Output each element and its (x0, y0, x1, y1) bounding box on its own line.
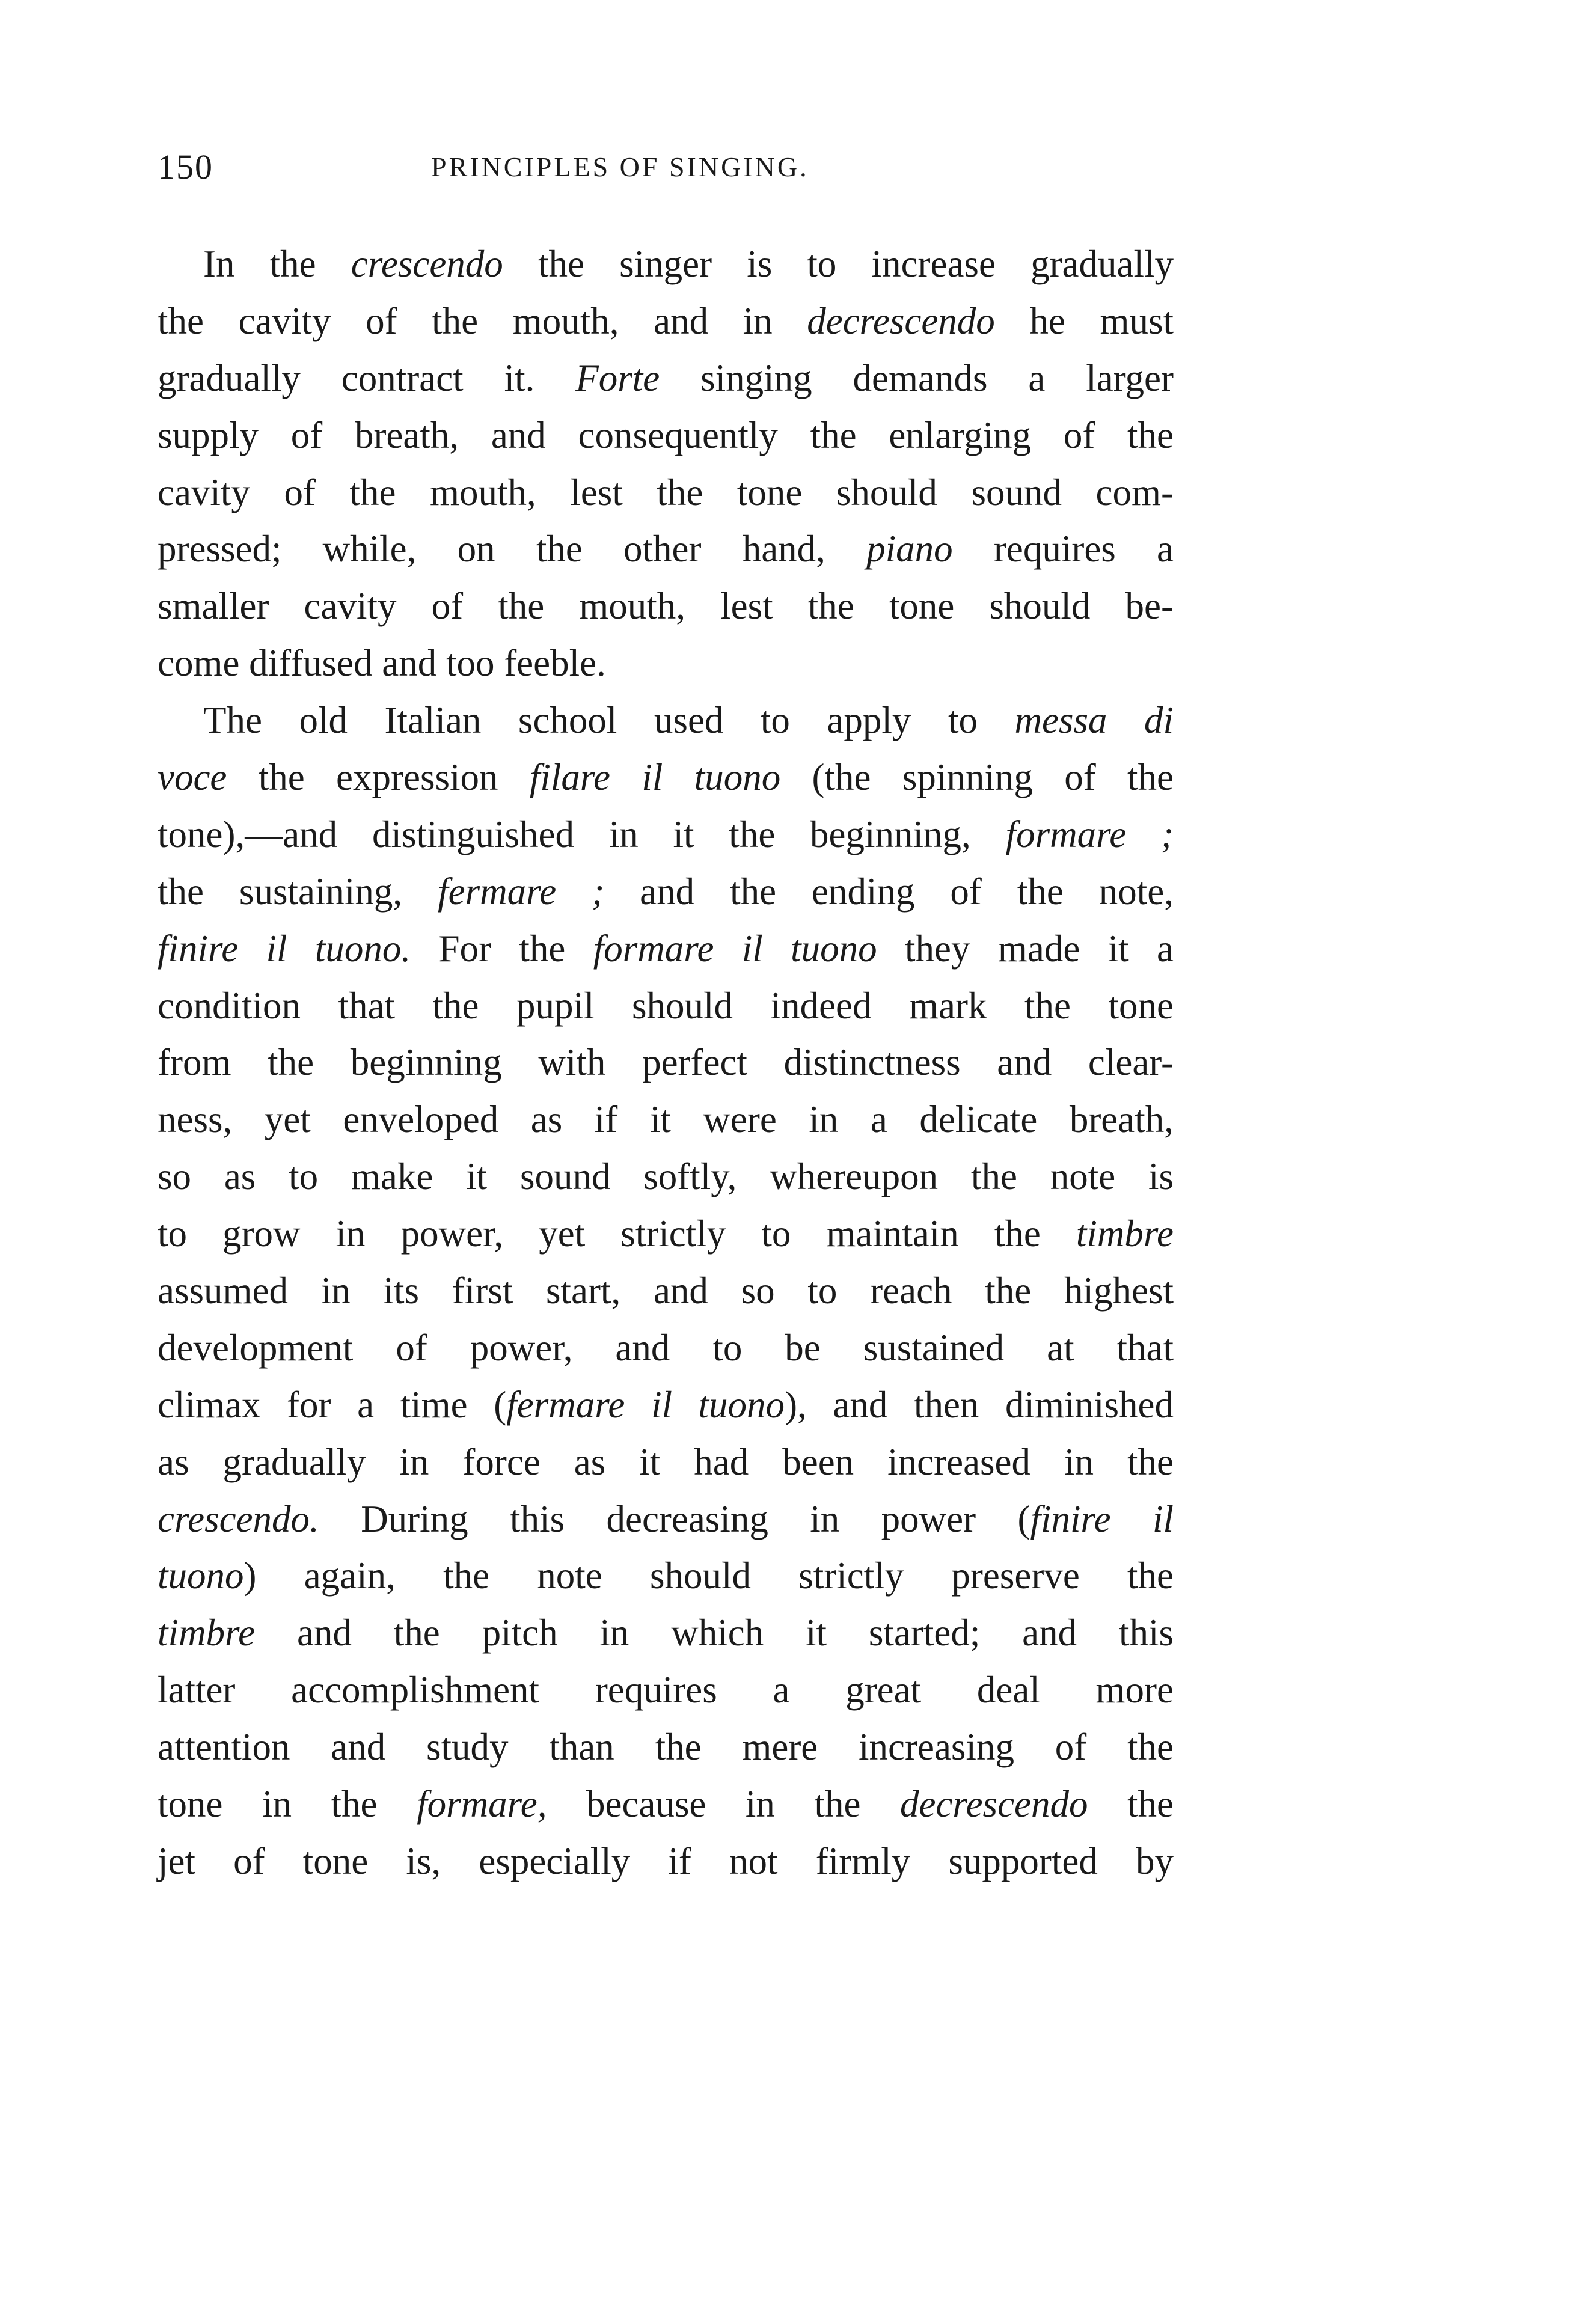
text-line (158, 1776, 1174, 1833)
text-run: The old Italian school used to apply to (203, 699, 1015, 742)
text-run: from the beginning with perfect distinctness and clear- (158, 1041, 1174, 1084)
body-text (158, 236, 1174, 1890)
text-line (158, 1662, 1174, 1719)
text-line (158, 293, 1174, 350)
text-line (158, 1205, 1174, 1262)
text-line (158, 1604, 1174, 1662)
text-line (158, 578, 1174, 635)
text-line (158, 521, 1174, 578)
text-run: and the pitch in which it started; and this (255, 1612, 1174, 1654)
text-line (158, 350, 1174, 407)
text-line (158, 635, 1174, 692)
text-run: tone in the (158, 1783, 417, 1826)
italic-term: fermare ; (438, 870, 605, 913)
italic-term: formare il tuono (593, 927, 877, 970)
text-run: condition that the pupil should indeed mark the tone (158, 984, 1174, 1027)
italic-term: tuono (158, 1555, 244, 1597)
text-line (158, 863, 1174, 920)
text-line (158, 806, 1174, 863)
italic-term: voce (158, 756, 227, 799)
text-line (158, 1377, 1174, 1434)
text-run: supply of breath, and consequently the enlarging of the (158, 414, 1174, 456)
text-run: latter accomplishment requires a great deal more (158, 1669, 1174, 1711)
page-header (158, 143, 1174, 191)
text-run: smaller cavity of the mouth, lest the tone should be- (158, 585, 1174, 628)
text-line (158, 749, 1174, 806)
text-run: the sustaining, (158, 870, 438, 913)
text-run: jet of tone is, especially if not firmly supported by (158, 1839, 1174, 1882)
text-run: to grow in power, yet strictly to maintain the (158, 1212, 1076, 1255)
text-run: they made it a (877, 927, 1174, 970)
italic-term: fermare il tuono (506, 1383, 785, 1426)
text-run: pressed; while, on the other hand, (158, 528, 867, 570)
text-run: assumed in its first start, and so to reach the highest (158, 1270, 1174, 1312)
page-number: 150 (158, 147, 213, 186)
text-line (158, 1148, 1174, 1205)
text-run: ), and then diminished (785, 1383, 1174, 1426)
text-line (158, 1091, 1174, 1148)
text-line (158, 692, 1174, 749)
text-run: he must (994, 299, 1174, 342)
text-line (158, 1833, 1174, 1890)
text-line (158, 1319, 1174, 1377)
text-line (158, 236, 1174, 293)
text-line (158, 977, 1174, 1035)
text-run: tone),—and distinguished in it the beginning, (158, 813, 1006, 855)
text-run: cavity of the mouth, lest the tone should sound com- (158, 471, 1174, 513)
text-run: so as to make it sound softly, whereupon the note is (158, 1155, 1174, 1198)
text-run: ) again, the note should strictly preserve the (243, 1555, 1174, 1597)
italic-term: timbre (1076, 1212, 1174, 1255)
text-run: For the (411, 927, 593, 970)
italic-term: messa di (1014, 699, 1174, 742)
text-line (158, 1491, 1174, 1548)
text-run: singing demands a larger (660, 356, 1174, 399)
paragraph (158, 692, 1174, 1890)
italic-term: timbre (158, 1612, 256, 1654)
text-run: (the spinning of the (780, 756, 1174, 799)
text-line (158, 464, 1174, 521)
text-run: and the ending of the note, (604, 870, 1174, 913)
paragraph (158, 236, 1174, 692)
text-line (158, 920, 1174, 977)
italic-term: decrescendo (899, 1783, 1088, 1826)
text-run: come diffused and too feeble. (158, 642, 606, 685)
italic-term: Forte (575, 356, 660, 399)
text-run: development of power, and to be sustained at that (158, 1326, 1174, 1369)
text-line (158, 1262, 1174, 1319)
text-run: attention and study than the mere increasing of the (158, 1726, 1174, 1769)
text-run: In the (203, 243, 351, 285)
italic-term: crescendo. (158, 1497, 319, 1540)
text-line (158, 1434, 1174, 1491)
text-run: climax for a time ( (158, 1383, 507, 1426)
italic-term: decrescendo (807, 299, 995, 342)
text-run: requires a (952, 528, 1174, 570)
italic-term: formare ; (1005, 813, 1174, 855)
text-line (158, 1719, 1174, 1776)
text-run: the cavity of the mouth, and in (158, 299, 807, 342)
text-run: as gradually in force as it had been increased in the (158, 1440, 1174, 1483)
text-run: the singer is to increase gradually (503, 243, 1174, 285)
italic-term: piano (866, 528, 953, 570)
text-run: the expression (227, 756, 530, 799)
running-title: PRINCIPLES OF SINGING. (431, 151, 809, 182)
italic-term: finire il tuono. (158, 927, 411, 970)
text-run: gradually contract it. (158, 356, 576, 399)
text-line (158, 1547, 1174, 1604)
italic-term: finire il (1030, 1497, 1174, 1540)
text-run: ness, yet enveloped as if it were in a delicate breath, (158, 1098, 1174, 1141)
text-run: the (1088, 1783, 1174, 1826)
text-line (158, 1034, 1174, 1091)
italic-term: crescendo (351, 243, 503, 285)
italic-term: formare, (417, 1783, 547, 1826)
text-line (158, 407, 1174, 464)
text-run: because in the (547, 1783, 900, 1826)
text-run: During this decreasing in power ( (319, 1497, 1030, 1540)
italic-term: filare il tuono (529, 756, 781, 799)
